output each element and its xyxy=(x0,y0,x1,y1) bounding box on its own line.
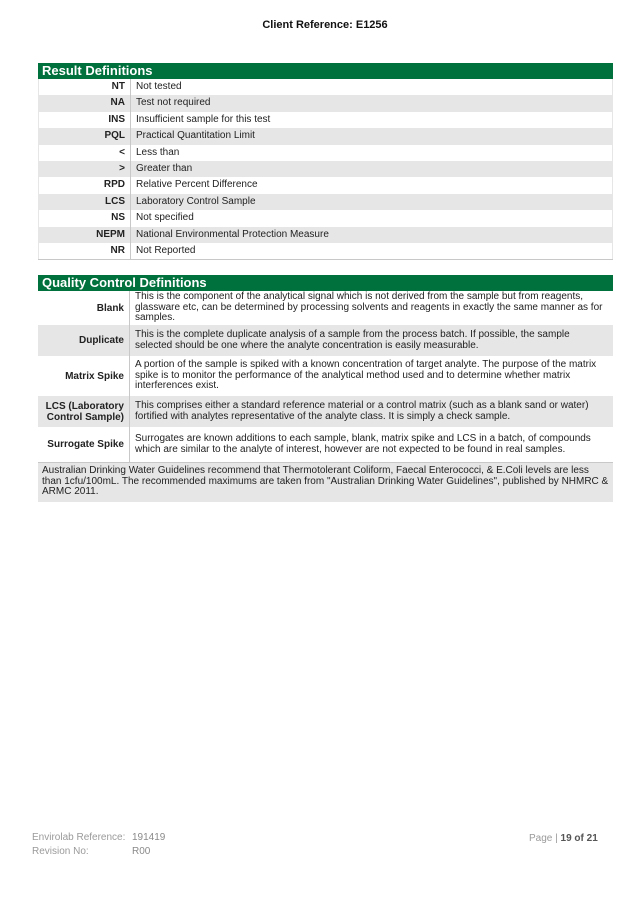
table-row xyxy=(38,427,613,462)
desc-cell: Insufficient sample for this test xyxy=(131,112,613,128)
term-cell: Matrix Spike xyxy=(38,356,130,396)
envirolab-reference-label: Envirolab Reference: xyxy=(32,832,126,843)
abbr-cell: NT xyxy=(39,79,131,95)
revision-value: R00 xyxy=(132,846,151,857)
table-row xyxy=(38,291,613,325)
definition-cell: This is the complete duplicate analysis of a sample from the process batch. If possible, the sample selected should be one where the analyte concentration is easily measurable. xyxy=(130,325,614,356)
table-row xyxy=(39,210,613,226)
definition-cell: This comprises either a standard reference material or a control matrix (such as a blank sand or water) fortified with analytes representative of the analyte class. It is simply a check sample. xyxy=(130,396,614,427)
client-reference: Client Reference: E1256 xyxy=(262,19,388,31)
envirolab-reference-value: 191419 xyxy=(132,832,166,843)
page-prefix: Page | xyxy=(529,833,561,844)
definition-cell: Surrogates are known additions to each sample, blank, matrix spike and LCS in a batch, of compounds which are similar to the analyte of interest, however are not expected to be found in real samples. xyxy=(130,427,614,462)
table-row xyxy=(39,177,613,193)
term-cell: Duplicate xyxy=(38,325,130,356)
revision-label: Revision No: xyxy=(32,846,89,857)
desc-cell: Not specified xyxy=(131,210,613,226)
result-definitions-table xyxy=(38,79,613,260)
term-cell: Surrogate Spike xyxy=(38,427,130,462)
revision-number xyxy=(32,845,165,859)
desc-cell: Less than xyxy=(131,145,613,161)
abbr-cell: < xyxy=(39,145,131,161)
table-row xyxy=(39,112,613,128)
abbr-cell: NEPM xyxy=(39,227,131,243)
table-row xyxy=(38,396,613,427)
table-row xyxy=(39,227,613,243)
desc-cell: National Environmental Protection Measure xyxy=(131,227,613,243)
desc-cell: Not Reported xyxy=(131,243,613,260)
qc-definitions-section xyxy=(38,275,613,502)
desc-cell: Test not required xyxy=(131,95,613,111)
page-value: 19 of 21 xyxy=(560,833,598,844)
envirolab-reference xyxy=(32,831,165,845)
result-definitions-section xyxy=(38,63,613,260)
abbr-cell: LCS xyxy=(39,194,131,210)
qc-definitions-title: Quality Control Definitions xyxy=(38,275,613,291)
abbr-cell: INS xyxy=(39,112,131,128)
definition-cell: This is the component of the analytical signal which is not derived from the sample but from reagents, glassware etc, can be determined by processing solvents and reagents in exactly the same manner as for samples. xyxy=(130,291,614,325)
abbr-cell: > xyxy=(39,161,131,177)
desc-cell: Not tested xyxy=(131,79,613,95)
abbr-cell: RPD xyxy=(39,177,131,193)
definition-cell: A portion of the sample is spiked with a known concentration of target analyte. The purpose of the matrix spike is to monitor the performance of the analytical method used and to determine whether matrix interferences exist. xyxy=(130,356,614,396)
table-row xyxy=(38,356,613,396)
term-cell: Blank xyxy=(38,291,130,325)
table-row xyxy=(39,194,613,210)
desc-cell: Relative Percent Difference xyxy=(131,177,613,193)
table-row xyxy=(39,128,613,144)
page-number xyxy=(529,833,598,844)
result-definitions-title: Result Definitions xyxy=(38,63,613,79)
abbr-cell: PQL xyxy=(39,128,131,144)
abbr-cell: NR xyxy=(39,243,131,260)
footer xyxy=(32,831,165,859)
table-row xyxy=(38,325,613,356)
abbr-cell: NS xyxy=(39,210,131,226)
term-cell: LCS (Laboratory Control Sample) xyxy=(38,396,130,427)
table-row xyxy=(39,95,613,111)
drinking-water-note: Australian Drinking Water Guidelines recommend that Thermotolerant Coliform, Faecal Enterococci, & E.Coli levels are less than 1cfu/100mL. The recommended maximums are taken from "Australian Drinking Water Guidelines", published by NHMRC & ARMC 2011. xyxy=(38,462,613,502)
desc-cell: Laboratory Control Sample xyxy=(131,194,613,210)
table-row xyxy=(39,161,613,177)
abbr-cell: NA xyxy=(39,95,131,111)
desc-cell: Greater than xyxy=(131,161,613,177)
table-row xyxy=(39,79,613,95)
table-row xyxy=(39,145,613,161)
table-row xyxy=(39,243,613,260)
qc-definitions-table xyxy=(38,291,613,462)
desc-cell: Practical Quantitation Limit xyxy=(131,128,613,144)
